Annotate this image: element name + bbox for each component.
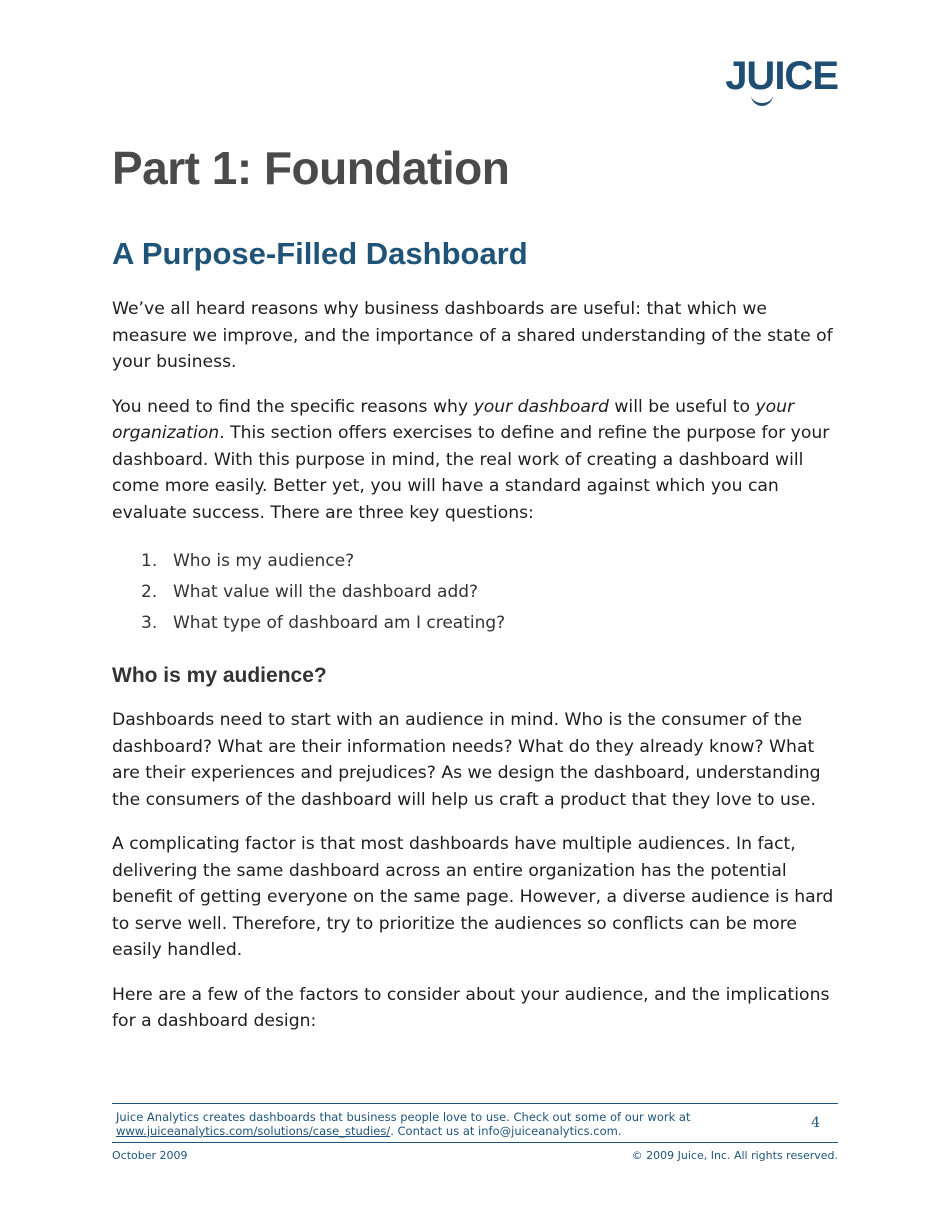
list-item-number: 2. bbox=[141, 582, 158, 602]
document-body bbox=[112, 140, 838, 1035]
subsection-title: Who is my audience? bbox=[112, 664, 327, 687]
list-item bbox=[112, 608, 838, 639]
list-item-text: What value will the dashboard add? bbox=[173, 582, 479, 602]
paragraph-purpose bbox=[112, 394, 838, 527]
footer-contact-text: . Contact us at info@juiceanalytics.com. bbox=[390, 1123, 622, 1138]
page-number: 4 bbox=[811, 1115, 820, 1131]
list-item bbox=[112, 577, 838, 608]
list-item-text: What type of dashboard am I creating? bbox=[173, 613, 506, 633]
footer-banner bbox=[112, 1103, 838, 1143]
logo-text: JUICE bbox=[725, 54, 838, 98]
paragraph-purpose-emphasis-1: your dashboard bbox=[473, 396, 609, 417]
paragraph-purpose-text-2: will be useful to bbox=[608, 396, 756, 417]
footer-date: October 2009 bbox=[112, 1149, 188, 1162]
section-title: A Purpose-Filled Dashboard bbox=[112, 236, 528, 271]
paragraph-intro: We’ve all heard reasons why business dashboards are useful: that which we measure we improve, and the importance of a shared understanding of the state of your business. bbox=[112, 299, 833, 372]
juice-logo bbox=[725, 56, 838, 96]
part-title: Part 1: Foundation bbox=[112, 142, 510, 194]
key-questions-list bbox=[112, 546, 838, 639]
case-studies-link[interactable]: www.juiceanalytics.com/solutions/case_studies/ bbox=[116, 1123, 391, 1138]
footer-copyright: © 2009 Juice, Inc. All rights reserved. bbox=[631, 1149, 838, 1162]
paragraph-purpose-emphasis-2: your organization bbox=[112, 396, 795, 443]
list-item-number: 1. bbox=[141, 551, 158, 571]
footer-note-line-1: Juice Analytics creates dashboards that business people love to use. Check out some of our work at bbox=[116, 1110, 691, 1124]
paragraph-audience: Dashboards need to start with an audience in mind. Who is the consumer of the dashboard? What are their information needs? What do they already know? What are their experiences and prejudices? As we design the dashboard, understanding the consumers of the dashboard will help us craft a product that they love to use. bbox=[112, 710, 821, 810]
paragraph-factors: Here are a few of the factors to consider about your audience, and the implications for a dashboard design: bbox=[112, 984, 830, 1031]
paragraph-purpose-text-3: . This section offers exercises to define and refine the purpose for your dashboard. With this purpose in mind, the real work of creating a dashboard will come more easily. Better yet, you will have a standard against which you can evaluate success. There are three key questions: bbox=[112, 423, 830, 523]
list-item-text: Who is my audience? bbox=[173, 551, 355, 571]
paragraph-purpose-text-1: You need to find the specific reasons why bbox=[112, 396, 474, 417]
logo-smile-icon bbox=[751, 94, 773, 106]
list-item-number: 3. bbox=[141, 613, 158, 633]
footer-note-line-2 bbox=[116, 1125, 690, 1139]
paragraph-multiple-audiences: A complicating factor is that most dashboards have multiple audiences. In fact, delivering the same dashboard across an entire organization has the potential benefit of getting everyone on the same page. However, a diverse audience is hard to serve well. Therefore, try to prioritize the audiences so conflicts can be more easily handled. bbox=[112, 834, 834, 960]
list-item bbox=[112, 546, 838, 577]
footer-note bbox=[116, 1111, 690, 1138]
